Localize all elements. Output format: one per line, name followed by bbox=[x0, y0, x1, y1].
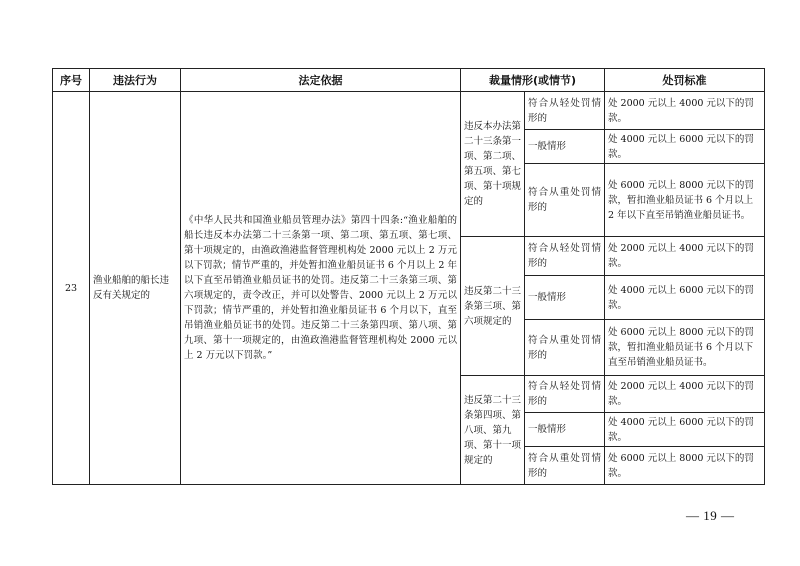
header-row bbox=[53, 69, 765, 92]
legal-basis: 《中华人民共和国渔业船员管理办法》第四十四条:“渔业船舶的船长违反本办法第二十三条第一项、第二项、第五项、第七项、第十项规定的，由渔政渔港监督管理机构处 2000 元以上 2 万元以下罚款；情节严重的，并处暂扣渔业船员证书 6 个月以上 2 年以下直至吊销渔业船员证书的处罚。违反第二十三条第三项、第六项规定的，责令改正，并可以处警告、2000 元以上 2 万元以下罚款；情节严重的，并处暂扣渔业船员证书 6 个月以下，直至吊销渔业船员证书的处罚。违反第二十三条第四项、第八项、第九项、第十一项规定的，由渔政渔港监督管理机构处 2000 元以上 2 万元以下罚款。” bbox=[181, 92, 461, 485]
level-general: 一般情形 bbox=[525, 130, 605, 164]
penalty-standard: 处 6000 元以上 8000 元以下的罚款，暂扣渔业船员证书 6 个月以上 2 年以下直至吊销渔业船员证书。 bbox=[605, 164, 765, 237]
header-act: 违法行为 bbox=[90, 69, 181, 92]
level-general: 一般情形 bbox=[525, 413, 605, 447]
level-lenient: 符合从轻处罚情形的 bbox=[525, 92, 605, 130]
level-severe: 符合从重处罚情形的 bbox=[525, 320, 605, 376]
level-lenient: 符合从轻处罚情形的 bbox=[525, 237, 605, 276]
table-row bbox=[53, 92, 765, 130]
case-group-1: 违反本办法第二十三条第一项、第二项、第五项、第七项、第十项规定的 bbox=[461, 92, 525, 237]
penalty-standard: 处 2000 元以上 4000 元以下的罚款。 bbox=[605, 92, 765, 130]
penalty-table bbox=[52, 68, 765, 485]
level-general: 一般情形 bbox=[525, 276, 605, 320]
penalty-standard: 处 6000 元以上 8000 元以下的罚款。 bbox=[605, 447, 765, 485]
level-lenient: 符合从轻处罚情形的 bbox=[525, 376, 605, 413]
header-standard: 处罚标准 bbox=[605, 69, 765, 92]
header-basis: 法定依据 bbox=[181, 69, 461, 92]
level-severe: 符合从重处罚情形的 bbox=[525, 164, 605, 237]
level-severe: 符合从重处罚情形的 bbox=[525, 447, 605, 485]
penalty-standard: 处 2000 元以上 4000 元以下的罚款。 bbox=[605, 237, 765, 276]
row-number: 23 bbox=[53, 92, 90, 485]
penalty-standard: 处 4000 元以上 6000 元以下的罚款。 bbox=[605, 413, 765, 447]
case-group-3: 违反第二十三条第四项、第八项、第九项、第十一项规定的 bbox=[461, 376, 525, 485]
penalty-standard: 处 4000 元以上 6000 元以下的罚款。 bbox=[605, 276, 765, 320]
penalty-standard: 处 6000 元以上 8000 元以下的罚款，暂扣渔业船员证书 6 个月以下直至吊销渔业船员证书。 bbox=[605, 320, 765, 376]
penalty-standard: 处 4000 元以上 6000 元以下的罚款。 bbox=[605, 130, 765, 164]
header-circumstance: 裁量情形(或情节) bbox=[461, 69, 605, 92]
case-group-2: 违反第二十三条第三项、第六项规定的 bbox=[461, 237, 525, 376]
page-number: — 19 — bbox=[686, 508, 735, 523]
violation-act: 渔业船舶的船长违反有关规定的 bbox=[90, 92, 181, 485]
penalty-standard: 处 2000 元以上 4000 元以下的罚款。 bbox=[605, 376, 765, 413]
header-no: 序号 bbox=[53, 69, 90, 92]
